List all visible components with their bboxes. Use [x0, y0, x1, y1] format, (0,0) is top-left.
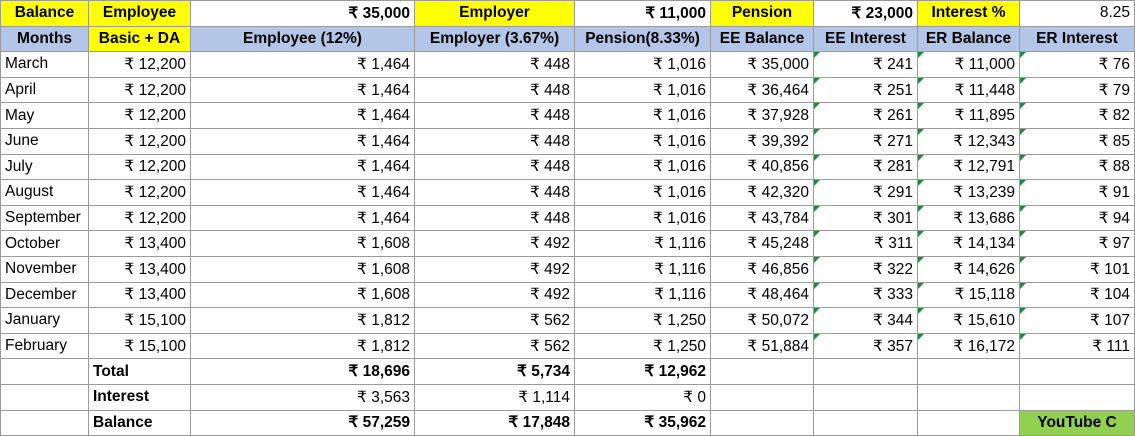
cell-month[interactable]: August — [1, 180, 89, 206]
cell-month[interactable]: May — [1, 103, 89, 129]
cell-employee[interactable]: ₹ 1,812 — [191, 308, 415, 334]
empty-cell[interactable] — [918, 410, 1020, 436]
cell-employee[interactable]: ₹ 1,464 — [191, 77, 415, 103]
cell-basic-da[interactable]: ₹ 15,100 — [89, 333, 191, 359]
cell-ee-balance[interactable]: ₹ 48,464 — [711, 282, 814, 308]
header-basic-da[interactable]: Basic + DA — [89, 26, 191, 52]
total-pension-cell[interactable]: ₹ 12,962 — [575, 359, 711, 385]
cell-month[interactable]: December — [1, 282, 89, 308]
cell-er-balance[interactable]: ₹ 13,686 — [918, 205, 1020, 231]
cell-employer[interactable]: ₹ 492 — [415, 256, 575, 282]
balance-employer-cell[interactable]: ₹ 17,848 — [415, 410, 575, 436]
empty-cell[interactable] — [711, 410, 814, 436]
cell-ee-interest[interactable]: ₹ 281 — [814, 154, 918, 180]
balance-empty-cell[interactable] — [1, 410, 89, 436]
header-ee-balance[interactable]: EE Balance — [711, 26, 814, 52]
cell-employee[interactable]: ₹ 1,464 — [191, 103, 415, 129]
cell-ee-interest[interactable]: ₹ 291 — [814, 180, 918, 206]
cell-er-interest[interactable]: ₹ 107 — [1020, 308, 1135, 334]
cell-month[interactable]: July — [1, 154, 89, 180]
cell-employee[interactable]: ₹ 1,464 — [191, 128, 415, 154]
interest-label-cell[interactable]: Interest % — [918, 1, 1020, 27]
cell-ee-balance[interactable]: ₹ 39,392 — [711, 128, 814, 154]
cell-month[interactable]: February — [1, 333, 89, 359]
employer-label-cell[interactable]: Employer — [415, 1, 575, 27]
cell-er-balance[interactable]: ₹ 11,448 — [918, 77, 1020, 103]
empty-cell[interactable] — [918, 359, 1020, 385]
cell-employer[interactable]: ₹ 562 — [415, 308, 575, 334]
totals-section — [1, 359, 1135, 436]
cell-basic-da[interactable]: ₹ 12,200 — [89, 154, 191, 180]
cell-employer[interactable]: ₹ 492 — [415, 231, 575, 257]
cell-month[interactable]: April — [1, 77, 89, 103]
table-row — [1, 180, 1135, 206]
cell-pension[interactable]: ₹ 1,016 — [575, 77, 711, 103]
cell-employee[interactable]: ₹ 1,464 — [191, 205, 415, 231]
cell-ee-interest[interactable]: ₹ 271 — [814, 128, 918, 154]
employee-label-cell[interactable]: Employee — [89, 1, 191, 27]
cell-er-interest[interactable]: ₹ 79 — [1020, 77, 1135, 103]
interest-value-cell[interactable]: 8.25 — [1020, 1, 1135, 27]
cell-ee-interest[interactable]: ₹ 261 — [814, 103, 918, 129]
cell-er-balance[interactable]: ₹ 15,118 — [918, 282, 1020, 308]
table-row — [1, 282, 1135, 308]
cell-employee[interactable]: ₹ 1,464 — [191, 180, 415, 206]
cell-ee-balance[interactable]: ₹ 51,884 — [711, 333, 814, 359]
balance-label-cell[interactable]: Balance — [1, 1, 89, 27]
cell-ee-balance[interactable]: ₹ 35,000 — [711, 52, 814, 78]
table-row — [1, 231, 1135, 257]
cell-er-balance[interactable]: ₹ 12,791 — [918, 154, 1020, 180]
cell-er-balance[interactable]: ₹ 13,239 — [918, 180, 1020, 206]
cell-er-interest[interactable]: ₹ 82 — [1020, 103, 1135, 129]
cell-basic-da[interactable]: ₹ 13,400 — [89, 282, 191, 308]
cell-ee-interest[interactable]: ₹ 357 — [814, 333, 918, 359]
empty-cell[interactable] — [814, 384, 918, 410]
interest-employer-cell[interactable]: ₹ 1,114 — [415, 384, 575, 410]
cell-month[interactable]: January — [1, 308, 89, 334]
pension-value-cell[interactable]: ₹ 23,000 — [814, 1, 918, 27]
cell-er-interest[interactable]: ₹ 88 — [1020, 154, 1135, 180]
total-row — [1, 359, 1135, 385]
cell-basic-da[interactable]: ₹ 12,200 — [89, 103, 191, 129]
cell-er-interest[interactable]: ₹ 76 — [1020, 52, 1135, 78]
cell-employee[interactable]: ₹ 1,464 — [191, 154, 415, 180]
cell-er-balance[interactable]: ₹ 11,000 — [918, 52, 1020, 78]
cell-basic-da[interactable]: ₹ 12,200 — [89, 128, 191, 154]
cell-er-interest[interactable]: ₹ 94 — [1020, 205, 1135, 231]
header-months[interactable]: Months — [1, 26, 89, 52]
header-pension-833[interactable]: Pension(8.33%) — [575, 26, 711, 52]
employer-value-cell[interactable]: ₹ 11,000 — [575, 1, 711, 27]
table-row — [1, 52, 1135, 78]
cell-ee-balance[interactable]: ₹ 40,856 — [711, 154, 814, 180]
cell-month[interactable]: September — [1, 205, 89, 231]
cell-employee[interactable]: ₹ 1,812 — [191, 333, 415, 359]
cell-er-interest[interactable]: ₹ 85 — [1020, 128, 1135, 154]
total-empty-cell[interactable] — [1, 359, 89, 385]
cell-employer[interactable]: ₹ 448 — [415, 180, 575, 206]
total-label-cell[interactable]: Total — [89, 359, 191, 385]
empty-cell[interactable] — [918, 384, 1020, 410]
balance-employee-cell[interactable]: ₹ 57,259 — [191, 410, 415, 436]
cell-ee-interest[interactable]: ₹ 333 — [814, 282, 918, 308]
total-employee-cell[interactable]: ₹ 18,696 — [191, 359, 415, 385]
cell-pension[interactable]: ₹ 1,250 — [575, 308, 711, 334]
cell-employer[interactable]: ₹ 448 — [415, 77, 575, 103]
cell-ee-interest[interactable]: ₹ 311 — [814, 231, 918, 257]
header-employer-367[interactable]: Employer (3.67%) — [415, 26, 575, 52]
cell-employer[interactable]: ₹ 492 — [415, 282, 575, 308]
interest-row-label-cell[interactable]: Interest — [89, 384, 191, 410]
cell-er-balance[interactable]: ₹ 16,172 — [918, 333, 1020, 359]
cell-employee[interactable]: ₹ 1,464 — [191, 52, 415, 78]
table-row — [1, 128, 1135, 154]
cell-pension[interactable]: ₹ 1,116 — [575, 256, 711, 282]
cell-pension[interactable]: ₹ 1,116 — [575, 231, 711, 257]
total-employer-cell[interactable]: ₹ 5,734 — [415, 359, 575, 385]
header-er-balance[interactable]: ER Balance — [918, 26, 1020, 52]
empty-cell[interactable] — [711, 384, 814, 410]
cell-employee[interactable]: ₹ 1,608 — [191, 282, 415, 308]
empty-cell[interactable] — [814, 410, 918, 436]
cell-er-balance[interactable]: ₹ 14,134 — [918, 231, 1020, 257]
cell-er-balance[interactable]: ₹ 14,626 — [918, 256, 1020, 282]
interest-row — [1, 384, 1135, 410]
interest-empty-cell[interactable] — [1, 384, 89, 410]
cell-ee-balance[interactable]: ₹ 42,320 — [711, 180, 814, 206]
cell-month[interactable]: October — [1, 231, 89, 257]
cell-ee-interest[interactable]: ₹ 344 — [814, 308, 918, 334]
cell-pension[interactable]: ₹ 1,016 — [575, 180, 711, 206]
employee-value-cell[interactable]: ₹ 35,000 — [191, 1, 415, 27]
table-row — [1, 333, 1135, 359]
balance-row-label-cell[interactable]: Balance — [89, 410, 191, 436]
cell-er-interest[interactable]: ₹ 97 — [1020, 231, 1135, 257]
cell-employer[interactable]: ₹ 562 — [415, 333, 575, 359]
cell-er-balance[interactable]: ₹ 15,610 — [918, 308, 1020, 334]
cell-pension[interactable]: ₹ 1,016 — [575, 128, 711, 154]
table-row — [1, 308, 1135, 334]
cell-ee-balance[interactable]: ₹ 46,856 — [711, 256, 814, 282]
cell-basic-da[interactable]: ₹ 13,400 — [89, 231, 191, 257]
table-row — [1, 77, 1135, 103]
cell-er-balance[interactable]: ₹ 12,343 — [918, 128, 1020, 154]
cell-employer[interactable]: ₹ 448 — [415, 154, 575, 180]
empty-cell[interactable] — [1020, 359, 1135, 385]
header-er-interest[interactable]: ER Interest — [1020, 26, 1135, 52]
cell-ee-balance[interactable]: ₹ 43,784 — [711, 205, 814, 231]
cell-month[interactable]: November — [1, 256, 89, 282]
cell-employee[interactable]: ₹ 1,608 — [191, 231, 415, 257]
cell-month[interactable]: March — [1, 52, 89, 78]
header-employee-12[interactable]: Employee (12%) — [191, 26, 415, 52]
cell-ee-interest[interactable]: ₹ 322 — [814, 256, 918, 282]
table-row — [1, 256, 1135, 282]
cell-er-interest[interactable]: ₹ 111 — [1020, 333, 1135, 359]
empty-cell[interactable] — [711, 359, 814, 385]
interest-employee-cell[interactable]: ₹ 3,563 — [191, 384, 415, 410]
cell-er-balance[interactable]: ₹ 11,895 — [918, 103, 1020, 129]
cell-ee-balance[interactable]: ₹ 50,072 — [711, 308, 814, 334]
header-row — [1, 26, 1135, 52]
cell-ee-interest[interactable]: ₹ 241 — [814, 52, 918, 78]
header-ee-interest[interactable]: EE Interest — [814, 26, 918, 52]
cell-employer[interactable]: ₹ 448 — [415, 128, 575, 154]
monthly-rows — [1, 52, 1135, 359]
cell-pension[interactable]: ₹ 1,016 — [575, 52, 711, 78]
cell-basic-da[interactable]: ₹ 12,200 — [89, 205, 191, 231]
cell-ee-balance[interactable]: ₹ 37,928 — [711, 103, 814, 129]
cell-employer[interactable]: ₹ 448 — [415, 103, 575, 129]
cell-basic-da[interactable]: ₹ 12,200 — [89, 52, 191, 78]
balance-pension-cell[interactable]: ₹ 35,962 — [575, 410, 711, 436]
table-row — [1, 103, 1135, 129]
cell-er-interest[interactable]: ₹ 104 — [1020, 282, 1135, 308]
cell-employer[interactable]: ₹ 448 — [415, 52, 575, 78]
interest-pension-cell[interactable]: ₹ 0 — [575, 384, 711, 410]
cell-basic-da[interactable]: ₹ 12,200 — [89, 77, 191, 103]
cell-er-interest[interactable]: ₹ 101 — [1020, 256, 1135, 282]
cell-ee-balance[interactable]: ₹ 45,248 — [711, 231, 814, 257]
cell-month[interactable]: June — [1, 128, 89, 154]
balance-row — [1, 410, 1135, 436]
cell-pension[interactable]: ₹ 1,016 — [575, 154, 711, 180]
table-row — [1, 205, 1135, 231]
cell-employee[interactable]: ₹ 1,608 — [191, 256, 415, 282]
cell-basic-da[interactable]: ₹ 15,100 — [89, 308, 191, 334]
cell-er-interest[interactable]: ₹ 91 — [1020, 180, 1135, 206]
empty-cell[interactable] — [1020, 384, 1135, 410]
cell-basic-da[interactable]: ₹ 12,200 — [89, 180, 191, 206]
cell-pension[interactable]: ₹ 1,016 — [575, 103, 711, 129]
table-row — [1, 154, 1135, 180]
cell-pension[interactable]: ₹ 1,250 — [575, 333, 711, 359]
empty-cell[interactable] — [814, 359, 918, 385]
cell-pension[interactable]: ₹ 1,016 — [575, 205, 711, 231]
cell-pension[interactable]: ₹ 1,116 — [575, 282, 711, 308]
youtube-cell[interactable]: YouTube C — [1020, 410, 1135, 436]
cell-basic-da[interactable]: ₹ 13,400 — [89, 256, 191, 282]
cell-employer[interactable]: ₹ 448 — [415, 205, 575, 231]
cell-ee-balance[interactable]: ₹ 36,464 — [711, 77, 814, 103]
summary-row — [1, 1, 1135, 27]
cell-ee-interest[interactable]: ₹ 301 — [814, 205, 918, 231]
pension-label-cell[interactable]: Pension — [711, 1, 814, 27]
cell-ee-interest[interactable]: ₹ 251 — [814, 77, 918, 103]
